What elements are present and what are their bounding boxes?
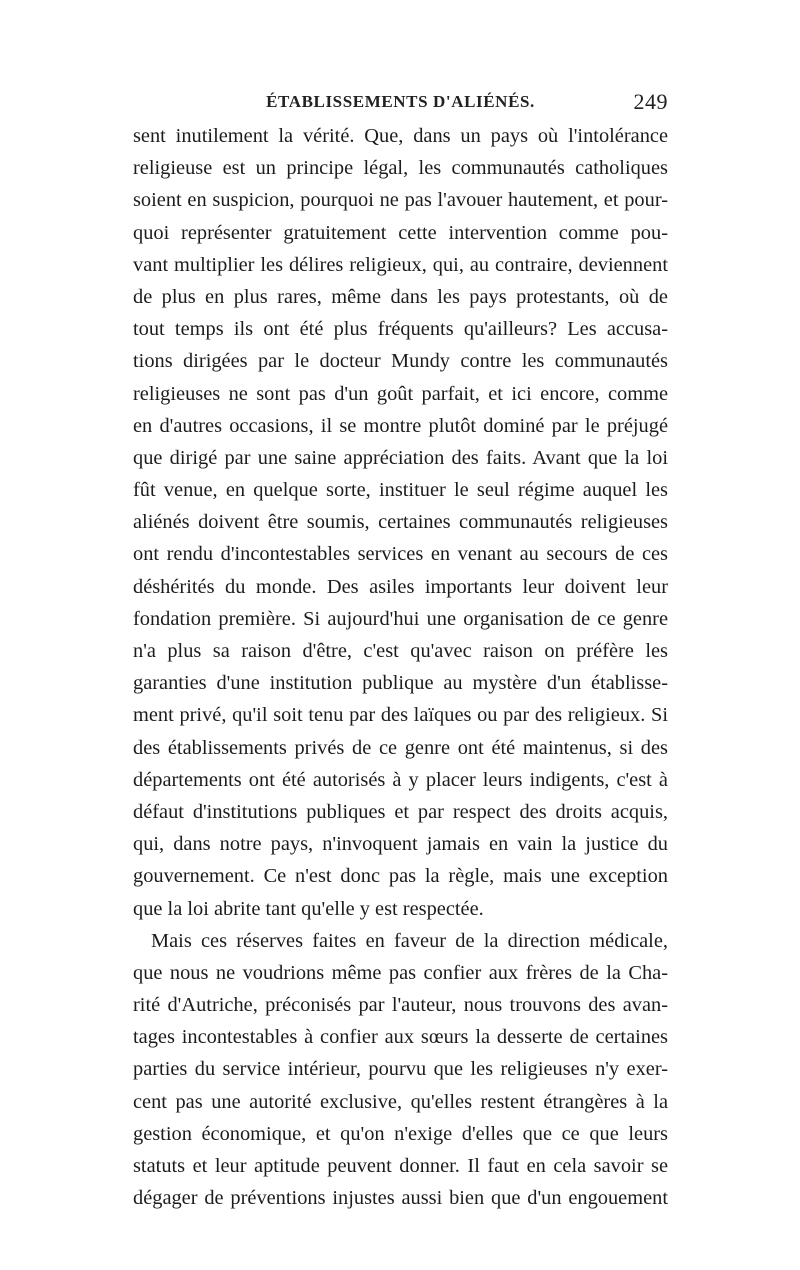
running-title: ÉTABLISSEMENTS D'ALIÉNÉS. — [266, 92, 535, 111]
text-line: sent inutilement la vérité. Que, dans un pays où l'intolérance — [133, 125, 668, 147]
text-line: aliénés doivent être soumis, certaines communautés religieuses — [133, 511, 668, 534]
text-line: soient en suspicion, pourquoi ne pas l'avouer hautement, et pour- — [133, 189, 668, 212]
text-line: fût venue, en quelque sorte, instituer le seul régime auquel les — [133, 479, 668, 502]
text-line: tages incontestables à confier aux sœurs la desserte de certaines — [133, 1026, 668, 1049]
text-line: gouvernement. Ce n'est donc pas la règle, mais une exception — [133, 865, 668, 888]
paragraph — [133, 120, 668, 925]
text-line: déshérités du monde. Des asiles importants leur doivent leur — [133, 575, 668, 598]
text-line: qui, dans notre pays, n'invoquent jamais en vain la justice du — [133, 833, 668, 856]
text-line: des établissements privés de ce genre ont été maintenus, si des — [133, 736, 668, 759]
text-line: vant multiplier les délires religieux, qui, au contraire, deviennent — [133, 253, 668, 276]
text-line: départements ont été autorisés à y placer leurs indigents, c'est à — [133, 768, 668, 791]
page-number: 249 — [633, 89, 668, 114]
text-line: cent pas une autorité exclusive, qu'elles restent étrangères à la — [133, 1090, 668, 1113]
text-line: quoi représenter gratuitement cette intervention comme pou- — [133, 221, 668, 244]
text-line: parties du service intérieur, pourvu que les religieuses n'y exer- — [133, 1058, 668, 1081]
text-line: défaut d'institutions publiques et par respect des droits acquis, — [133, 800, 668, 823]
text-line: statuts et leur aptitude peuvent donner. Il faut en cela savoir se — [133, 1155, 668, 1177]
text-line: de plus en plus rares, même dans les pays protestants, où de — [133, 285, 668, 308]
text-line: dégager de préventions injustes aussi bien que d'un engouement — [133, 1187, 668, 1210]
text-line: tions dirigées par le docteur Mundy contre les communautés — [133, 350, 668, 373]
text-line: que dirigé par une saine appréciation des faits. Avant que la loi — [133, 446, 668, 469]
text-line: Mais ces réserves faites en faveur de la direction médicale, — [151, 929, 668, 952]
text-line: rité d'Autriche, préconisés par l'auteur, nous trouvons des avan- — [133, 994, 668, 1017]
paragraph — [133, 925, 668, 1215]
text-line: garanties d'une institution publique au mystère d'un établisse- — [133, 672, 668, 695]
text-line: n'a plus sa raison d'être, c'est qu'avec raison on préfère les — [133, 640, 668, 662]
text-line: tout temps ils ont été plus fréquents qu'ailleurs? Les accusa- — [133, 318, 668, 341]
text-line: religieuse est un principe légal, les communautés catholiques — [133, 157, 668, 180]
text-line: religieuses ne sont pas d'un goût parfait, et ici encore, comme — [133, 382, 668, 405]
text-line: gestion économique, et qu'on n'exige d'elles que ce que leurs — [133, 1122, 668, 1145]
text-line: que nous ne voudrions même pas confier aux frères de la Cha- — [133, 961, 668, 984]
text-line: en d'autres occasions, il se montre plutôt dominé par le préjugé — [133, 414, 668, 437]
text-line: fondation première. Si aujourd'hui une organisation de ce genre — [133, 607, 668, 630]
text-line: que la loi abrite tant qu'elle y est respectée. — [133, 897, 484, 920]
text-line: ont rendu d'incontestables services en venant au secours de ces — [133, 543, 668, 566]
text-line: ment privé, qu'il soit tenu par des laïques ou par des religieux. Si — [133, 704, 668, 727]
body-text — [133, 120, 668, 1214]
running-head — [133, 89, 668, 120]
